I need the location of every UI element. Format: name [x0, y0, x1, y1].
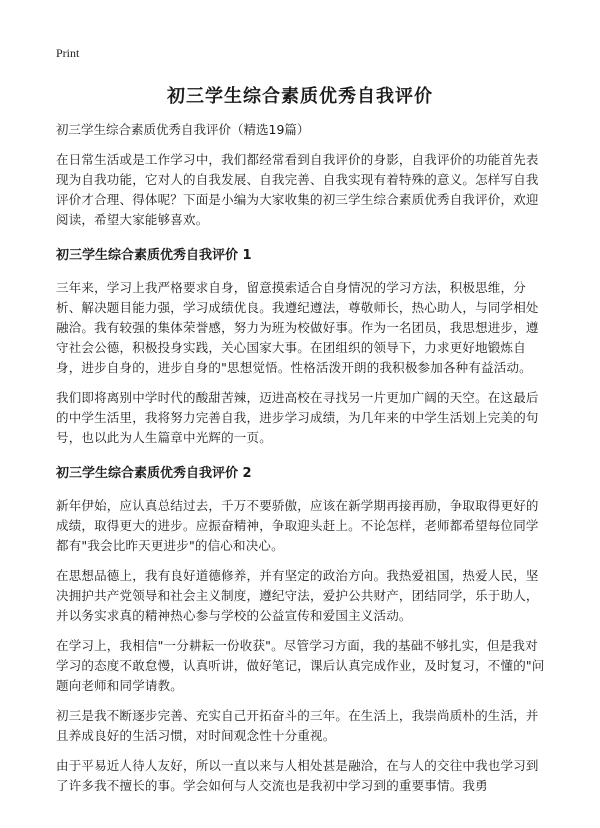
- section-2-paragraph-1: 新年伊始，应认真总结过去，千万不要骄傲，应该在新学期再接再励，争取取得更好的成绩，取得更大的进步。应振奋精神，争取迎头赶上。不论怎样，老师都希望每位同学都有"我会比昨天更进步"的信心和决心。: [56, 498, 539, 553]
- intro-paragraph: 在日常生活或是工作学习中，我们都经常看到自我评价的身影，自我评价的功能首先表现为自我功能，它对人的自我发展、自我完善、自我实现有着特殊的意义。怎样写自我评价才合理、得体呢？下面是小编为大家收集的初三学生综合素质优秀自我评价，欢迎阅读，希望大家能够喜欢。: [56, 152, 539, 227]
- section-2-paragraph-4: 初三是我不断逐步完善、充实自己开拓奋斗的三年。在生活上，我崇尚质朴的生活，并且养成良好的生活习惯，对时间观念性十分重视。: [56, 708, 539, 743]
- print-link[interactable]: Print: [56, 46, 80, 60]
- section-1-paragraph-1: 三年来，学习上我严格要求自身，留意摸索适合自身情况的学习方法，积极思维，分析、解决题目能力强，学习成绩优良。我遵纪遵法，尊敬师长，热心助人，与同学相处融洽。我有较强的集体荣誉感，努力为班为校做好事。作为一名团员，我思想进步，遵守社会公德，积极投身实践，关心国家大事。在团组织的领导下，力求更好地锻炼自身，进步自身的，进步自身的"思想觉悟。性格活泼开朗的我积极参加各种有益活动。: [56, 280, 539, 375]
- section-2-paragraph-2: 在思想品德上，我有良好道德修养，并有坚定的政治方向。我热爱祖国，热爱人民，坚决拥护共产党领导和社会主义制度，遵纪守法，爱护公共财产，团结同学，乐于助人，并以务实求真的精神热心参与学校的公益宣传和爱国主义活动。: [56, 568, 539, 623]
- section-1-paragraph-2: 我们即将离别中学时代的酸甜苦辣，迈进高校在寻找另一片更加广阔的天空。在这最后的中学生活里，我将努力完善自我，进步学习成绩，为几年来的中学生活划上完美的句号，也以此为人生篇章中光辉的一页。: [56, 390, 539, 445]
- document-subtitle: 初三学生综合素质优秀自我评价（精选19篇）: [56, 122, 310, 137]
- section-heading-1: 初三学生综合素质优秀自我评价 1: [56, 248, 252, 263]
- document-title: 初三学生综合素质优秀自我评价: [167, 86, 433, 107]
- section-heading-2: 初三学生综合素质优秀自我评价 2: [56, 466, 252, 481]
- section-2-paragraph-3: 在学习上，我相信"一分耕耘一份收获"。尽管学习方面，我的基础不够扎实，但是我对学习的态度不敢怠慢，认真听讲，做好笔记，课后认真完成作业，及时复习，不懂的"问题向老师和同学请教。: [56, 638, 545, 693]
- document-body: [56, 120, 548, 806]
- section-2-paragraph-5: 由于平易近人待人友好，所以一直以来与人相处甚是融洽，在与人的交往中我也学习到了许多我不擅长的事。学会如何与人交流也是我初中学习到的重要事情。我勇: [56, 758, 539, 793]
